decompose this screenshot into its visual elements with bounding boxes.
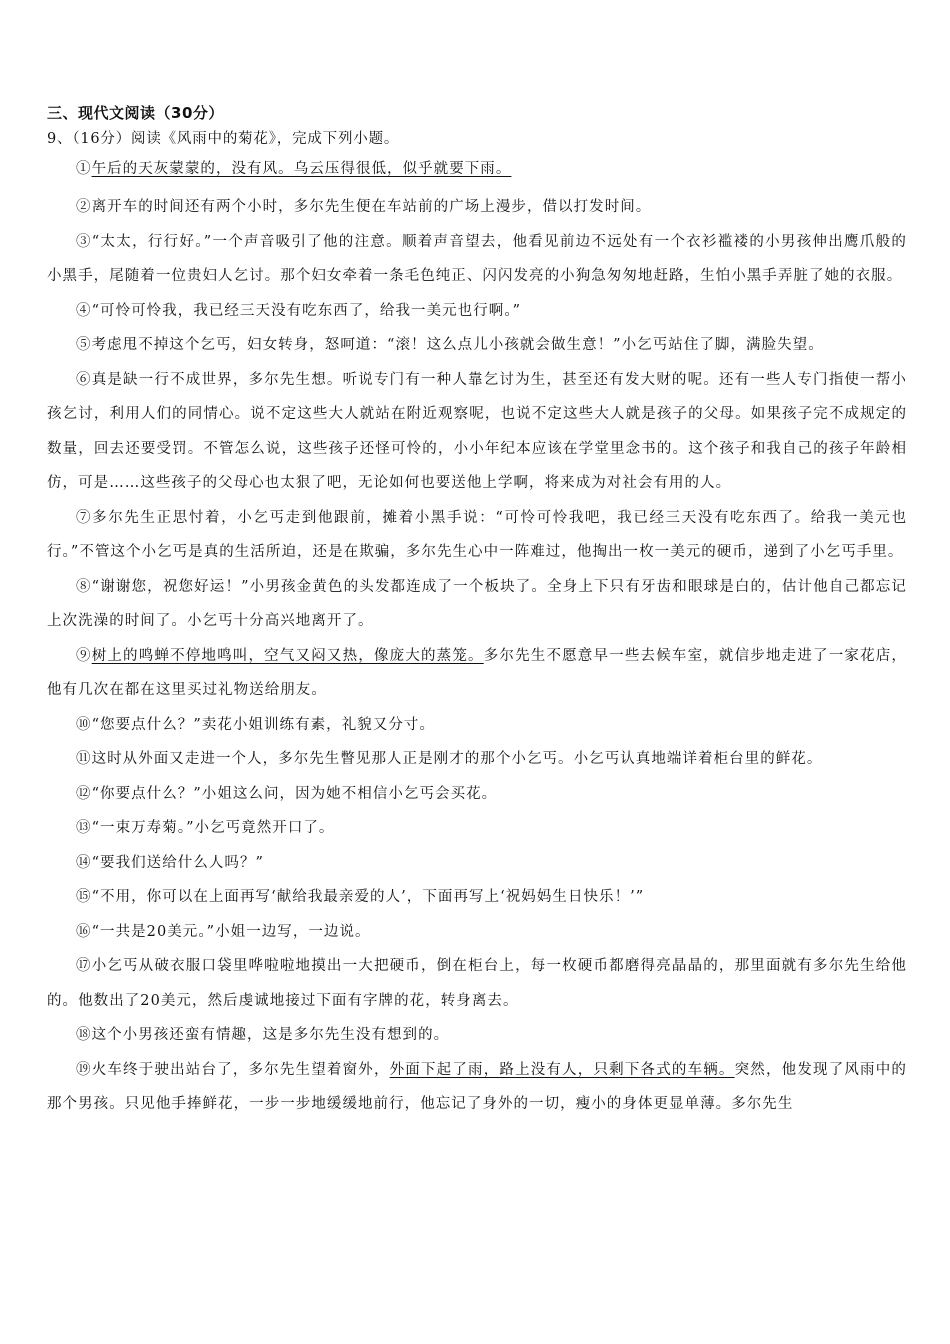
passage-paragraph <box>47 915 907 950</box>
paragraph-text: “可怜可怜我，我已经三天没有吃东西了，给我一美元也行啊。” <box>91 302 522 319</box>
passage-paragraph <box>47 742 907 777</box>
passage-paragraph <box>47 294 907 329</box>
paragraph-number: ⑲ <box>76 1061 92 1078</box>
paragraph-number: ④ <box>76 302 92 319</box>
passage-paragraph <box>47 777 907 812</box>
paragraph-text: 真是缺一行不成世界，多尔先生想。听说专门有一种人靠乞讨为生，甚至还有发大财的呢。还有一些人专门指使一帮小孩乞讨，利用人们的同情心。说不定这些大人就站在附近观察呢，也说不定这些大人就是孩子的父母。如果孩子完不成规定的数量，回去还要受罚。不管怎么说，这些孩子还怪可怜的，小小年纪本应该在学堂里念书的。这个孩子和我自己的孩子年龄相仿，可是……这些孩子的父母心也太狠了吧，无论如何也要送他上学啊，将来成为对社会有用的人。 <box>47 371 907 491</box>
paragraph-number: ⑪ <box>76 751 92 767</box>
paragraph-number: ⑦ <box>76 509 93 526</box>
passage-paragraph <box>47 156 907 182</box>
paragraph-number: ⑰ <box>76 958 92 974</box>
paragraph-text: “太太，行行好。”一个声音吸引了他的注意。顺着声音望去，他看见前边不远处有一个衣衫褴褛的小男孩伸出鹰爪般的小黑手，尾随着一位贵妇人乞讨。那个妇女牵着一条毛色纯正、闪闪发亮的小狗急匆匆地赶路，生怕小黑手弄脏了她的衣服。 <box>47 233 907 284</box>
passage-paragraph <box>47 328 907 363</box>
paragraph-text: 离开车的时间还有两个小时，多尔先生便在车站前的广场上漫步，借以打发时间。 <box>91 199 652 215</box>
passage-paragraph <box>47 846 907 881</box>
paragraph-text: 多尔先生不愿意早一些去候车室，就信步地走进了一家花店，他有几次在都在这里买过礼物送给朋友。 <box>47 647 907 698</box>
paragraph-number: ⑥ <box>76 371 92 388</box>
paragraph-text: 多尔先生正思忖着，小乞丐走到他跟前，摊着小黑手说：“可怜可怜我吧，我已经三天没有吃东西了。给我一美元也行。”不管这个小乞丐是真的生活所迫，还是在欺骗，多尔先生心中一阵难过，他掏出一枚一美元的硬币，递到了小乞丐手里。 <box>47 509 907 560</box>
paragraph-number: ⑤ <box>76 337 92 353</box>
passage-paragraph <box>47 949 907 1018</box>
paragraph-text: “要我们送给什么人吗？” <box>91 854 264 871</box>
paragraph-text: 这时从外面又走进一个人，多尔先生瞥见那人正是刚才的那个小乞丐。小乞丐认真地端详着柜台里的鲜花。 <box>91 751 823 767</box>
section-title: 三、现代文阅读（30分） <box>47 104 224 122</box>
paragraph-number: ⑫ <box>76 785 92 802</box>
paragraph-text: 这个小男孩还蛮有情趣，这是多尔先生没有想到的。 <box>91 1027 450 1043</box>
underlined-sentence: 午后的天灰蒙蒙的，没有风。乌云压得很低，似乎就要下雨。 <box>91 161 512 177</box>
paragraph-number: ⑱ <box>76 1027 92 1043</box>
paragraph-number: ② <box>76 199 92 215</box>
document-page <box>47 102 907 1122</box>
passage-paragraph <box>47 190 907 225</box>
paragraph-number: ⑬ <box>76 820 92 836</box>
paragraph-text: “谢谢您，祝您好运！”小男孩金黄色的头发都连成了一个板块了。全身上下只有牙齿和眼球是白的，估计他自己都忘记上次洗澡的时间了。小乞丐十分高兴地离开了。 <box>47 578 907 629</box>
passage-paragraph <box>47 501 907 570</box>
paragraph-number: ⑨ <box>76 647 92 664</box>
underlined-sentence: 外面下起了雨，路上没有人，只剩下各式的车辆。 <box>389 1061 735 1078</box>
paragraph-text: “一共是20美元。”小姐一边写，一边说。 <box>91 923 371 940</box>
paragraph-text: 小乞丐从破衣服口袋里哗啦啦地摸出一大把硬币，倒在柜台上，每一枚硬币都磨得亮晶晶的，那里面就有多尔先生给他的。他数出了20美元，然后虔诚地接过下面有字牌的花，转身离去。 <box>47 958 907 1009</box>
passage-paragraph <box>47 363 907 501</box>
passage-paragraph <box>47 225 907 294</box>
passage-paragraph <box>47 708 907 743</box>
paragraph-text: “您要点什么？”卖花小姐训练有素，礼貌又分寸。 <box>91 716 436 733</box>
reading-passage <box>47 156 907 1122</box>
paragraph-text: “不用，你可以在上面再写‘献给我最亲爱的人’，下面再写上‘祝妈妈生日快乐！’” <box>91 889 645 905</box>
passage-paragraph <box>47 811 907 846</box>
paragraph-text: 火车终于驶出站台了，多尔先生望着窗外， <box>91 1061 390 1078</box>
passage-paragraph <box>47 570 907 639</box>
passage-paragraph <box>47 639 907 708</box>
passage-paragraph <box>47 1018 907 1053</box>
paragraph-text: 考虑甩不掉这个乞丐，妇女转身，怒呵道：“滚！这么点儿小孩就会做生意！”小乞丐站住了脚，满脸失望。 <box>91 337 824 353</box>
paragraph-number: ③ <box>76 233 92 250</box>
paragraph-number: ⑯ <box>76 923 92 940</box>
question-header: 9、（16分）阅读《风雨中的菊花》，完成下列小题。 <box>47 131 400 147</box>
paragraph-number: ⑩ <box>76 716 92 733</box>
underlined-sentence: 树上的鸣蝉不停地鸣叫，空气又闷又热，像庞大的蒸笼。 <box>91 647 484 664</box>
paragraph-number: ① <box>76 161 92 177</box>
paragraph-number: ⑮ <box>76 889 92 905</box>
passage-paragraph <box>47 880 907 915</box>
paragraph-text: 突然，他发现了风雨中的那个男孩。只见他手捧鲜花，一步一步地缓缓地前行，他忘记了身外的一切，瘦小的身体更显单薄。多尔先生 <box>47 1061 907 1112</box>
passage-paragraph <box>47 1053 907 1122</box>
paragraph-text: “你要点什么？”小姐这么问，因为她不相信小乞丐会买花。 <box>91 785 498 802</box>
paragraph-number: ⑭ <box>76 854 92 871</box>
paragraph-text: “一束万寿菊。”小乞丐竟然开口了。 <box>91 820 335 836</box>
paragraph-number: ⑧ <box>76 578 92 595</box>
